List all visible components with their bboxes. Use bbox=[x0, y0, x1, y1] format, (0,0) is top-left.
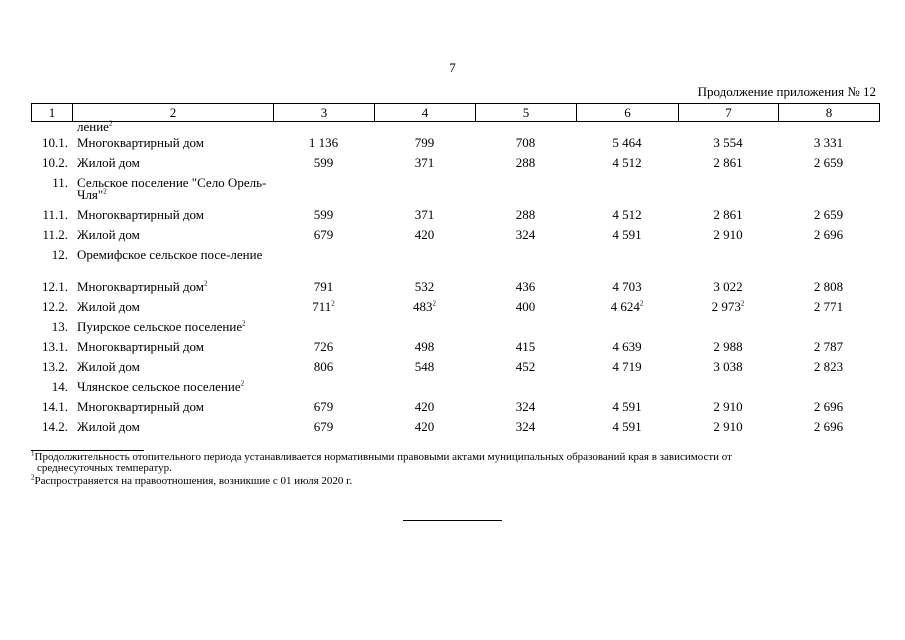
value-cell: 436 bbox=[515, 279, 536, 294]
row-number: 10.2. bbox=[42, 155, 68, 170]
row-number: 11.1. bbox=[42, 207, 68, 222]
row-number: 13.2. bbox=[42, 359, 68, 374]
value-cell: 2 861 bbox=[713, 207, 743, 222]
value-cell: 288 bbox=[515, 155, 536, 170]
value-cell: 3 022 bbox=[713, 279, 743, 294]
value-cell: $483^2$ bbox=[413, 299, 436, 314]
row-name: Оремифское сельское посе-ление bbox=[77, 247, 263, 262]
value-cell: 498 bbox=[414, 339, 435, 354]
value-cell: 2 910 bbox=[713, 419, 743, 434]
value-cell: 679 bbox=[313, 399, 334, 414]
row-name: Жилой дом bbox=[77, 359, 140, 374]
value-cell bbox=[374, 245, 475, 277]
table-row bbox=[31, 317, 879, 337]
value-cell bbox=[475, 121, 576, 133]
value-cell bbox=[475, 173, 576, 205]
value-cell bbox=[475, 245, 576, 277]
value-cell bbox=[778, 121, 879, 133]
value-cell: 2 $973^2$ bbox=[711, 299, 745, 314]
row-name: Жилой дом bbox=[77, 419, 140, 434]
header-cell: 8 bbox=[779, 104, 880, 122]
page-number: 7 bbox=[449, 60, 456, 75]
table-row bbox=[31, 173, 879, 205]
footnotes bbox=[31, 449, 879, 489]
value-cell bbox=[678, 317, 778, 337]
value-cell bbox=[678, 245, 778, 277]
row-name: Многоквартирный дом bbox=[77, 135, 205, 150]
value-cell: 4 512 bbox=[612, 207, 642, 222]
value-cell: 4 719 bbox=[612, 359, 642, 374]
value-cell: 2 659 bbox=[813, 207, 844, 222]
row-name: Жилой дом bbox=[77, 227, 140, 242]
value-cell: 679 bbox=[313, 227, 334, 242]
value-cell: 2 910 bbox=[713, 227, 743, 242]
value-cell bbox=[273, 245, 374, 277]
header-cell: 7 bbox=[679, 104, 779, 122]
value-cell bbox=[576, 377, 678, 397]
row-number: 11. bbox=[52, 175, 68, 190]
value-cell: 420 bbox=[414, 227, 435, 242]
row-name: ление$^2$ bbox=[77, 119, 113, 134]
value-cell: 2 861 bbox=[713, 155, 743, 170]
value-cell: 2 823 bbox=[813, 359, 844, 374]
header-cell: 1 bbox=[32, 104, 73, 122]
row-number bbox=[31, 121, 72, 133]
table-row bbox=[31, 133, 879, 153]
value-cell: 1 136 bbox=[308, 135, 339, 150]
row-name: Жилой дом bbox=[77, 299, 140, 314]
row-name: Члянское сельское поселение$^2$ bbox=[77, 379, 245, 394]
header-cell: 3 bbox=[274, 104, 375, 122]
table-row bbox=[31, 245, 879, 277]
value-cell: 3 554 bbox=[713, 135, 743, 150]
value-cell bbox=[778, 245, 879, 277]
value-cell: 4 $624^2$ bbox=[610, 299, 644, 314]
value-cell: 2 808 bbox=[813, 279, 844, 294]
value-cell: 371 bbox=[414, 155, 435, 170]
value-cell bbox=[778, 377, 879, 397]
row-number: 14. bbox=[51, 379, 68, 394]
table-row bbox=[31, 205, 879, 225]
value-cell: 371 bbox=[414, 207, 435, 222]
value-cell: 4 591 bbox=[612, 399, 642, 414]
table-row bbox=[31, 417, 879, 437]
value-cell: 599 bbox=[313, 155, 334, 170]
table-row bbox=[31, 377, 879, 397]
value-cell: 4 512 bbox=[612, 155, 642, 170]
value-cell bbox=[273, 317, 374, 337]
value-cell: 2 696 bbox=[813, 227, 844, 242]
value-cell: 548 bbox=[414, 359, 435, 374]
row-name: Многоквартирный дом$^2$ bbox=[77, 279, 208, 294]
value-cell: 4 639 bbox=[612, 339, 642, 354]
value-cell: 4 591 bbox=[612, 227, 642, 242]
header-row bbox=[32, 104, 880, 122]
value-cell: 2 696 bbox=[813, 419, 844, 434]
row-name: Многоквартирный дом bbox=[77, 339, 205, 354]
value-cell: 288 bbox=[515, 207, 536, 222]
value-cell: $711^2$ bbox=[312, 299, 335, 314]
value-cell bbox=[475, 317, 576, 337]
row-name: Многоквартирный дом bbox=[77, 399, 205, 414]
row-number: 10.1. bbox=[42, 135, 68, 150]
row-name: Сельское поселение "Село Орель-Чля"$^2$ bbox=[77, 175, 267, 202]
row-number: 14.1. bbox=[42, 399, 68, 414]
value-cell: 708 bbox=[515, 135, 536, 150]
value-cell bbox=[576, 317, 678, 337]
table-row bbox=[31, 397, 879, 417]
value-cell: 679 bbox=[313, 419, 334, 434]
value-cell: 599 bbox=[313, 207, 334, 222]
value-cell bbox=[374, 121, 475, 133]
value-cell bbox=[576, 173, 678, 205]
value-cell: 4 591 bbox=[612, 419, 642, 434]
value-cell: 324 bbox=[515, 227, 536, 242]
value-cell: 799 bbox=[414, 135, 435, 150]
tariff-table bbox=[31, 121, 879, 437]
value-cell: 2 910 bbox=[713, 399, 743, 414]
value-cell: 452 bbox=[515, 359, 536, 374]
value-cell: 4 703 bbox=[612, 279, 642, 294]
footnote-2: $^2$Распространяется на правоотношения, возникшие с 01 июля 2020 г. bbox=[31, 473, 353, 487]
header-cell: 4 bbox=[375, 104, 476, 122]
footnote-1: $^1$Продолжительность отопительного периода устанавливается нормативными правовыми актами муниципальных образований края в зависимости от среднесуточных температур. bbox=[31, 449, 732, 474]
value-cell bbox=[778, 173, 879, 205]
value-cell bbox=[576, 121, 678, 133]
continuation-label: Продолжение приложения № 12 bbox=[697, 84, 876, 99]
row-name: Жилой дом bbox=[77, 155, 140, 170]
row-number: 12.1. bbox=[42, 279, 68, 294]
value-cell: 791 bbox=[313, 279, 334, 294]
value-cell: 2 787 bbox=[813, 339, 844, 354]
value-cell: 726 bbox=[313, 339, 334, 354]
value-cell: 2 659 bbox=[813, 155, 844, 170]
row-name: Многоквартирный дом bbox=[77, 207, 205, 222]
value-cell bbox=[475, 377, 576, 397]
row-name: Пуирское сельское поселение$^2$ bbox=[77, 319, 246, 334]
value-cell: 324 bbox=[515, 399, 536, 414]
value-cell bbox=[778, 317, 879, 337]
value-cell bbox=[374, 377, 475, 397]
value-cell bbox=[273, 121, 374, 133]
value-cell bbox=[678, 173, 778, 205]
table-row bbox=[31, 357, 879, 377]
value-cell: 420 bbox=[414, 399, 435, 414]
value-cell: 532 bbox=[414, 279, 435, 294]
row-number: 14.2. bbox=[42, 419, 68, 434]
row-number: 12. bbox=[51, 247, 68, 262]
table-row bbox=[31, 153, 879, 173]
value-cell: 806 bbox=[313, 359, 334, 374]
value-cell: 324 bbox=[515, 419, 536, 434]
value-cell bbox=[273, 173, 374, 205]
row-number: 11.2. bbox=[42, 227, 68, 242]
value-cell bbox=[576, 245, 678, 277]
value-cell: 400 bbox=[515, 299, 536, 314]
end-separator bbox=[403, 520, 502, 521]
value-cell bbox=[678, 377, 778, 397]
value-cell: 2 696 bbox=[813, 399, 844, 414]
header-cell: 2 bbox=[73, 104, 274, 122]
value-cell: 2 988 bbox=[713, 339, 743, 354]
table-row bbox=[31, 277, 879, 297]
row-number: 13.1. bbox=[42, 339, 68, 354]
value-cell bbox=[374, 173, 475, 205]
value-cell: 420 bbox=[414, 419, 435, 434]
table-row bbox=[31, 337, 879, 357]
value-cell: 3 038 bbox=[713, 359, 743, 374]
value-cell: 3 331 bbox=[813, 135, 844, 150]
value-cell bbox=[273, 377, 374, 397]
table-row bbox=[31, 225, 879, 245]
value-cell: 415 bbox=[515, 339, 536, 354]
row-number: 12.2. bbox=[42, 299, 68, 314]
header-table bbox=[31, 103, 880, 122]
row-number: 13. bbox=[51, 319, 68, 334]
table-row bbox=[31, 297, 879, 317]
table-body bbox=[31, 121, 879, 437]
header-cell: 6 bbox=[577, 104, 679, 122]
value-cell: 2 771 bbox=[813, 299, 844, 314]
table-row bbox=[31, 121, 879, 133]
value-cell: 5 464 bbox=[612, 135, 642, 150]
value-cell bbox=[678, 121, 778, 133]
header-cell: 5 bbox=[476, 104, 577, 122]
value-cell bbox=[374, 317, 475, 337]
